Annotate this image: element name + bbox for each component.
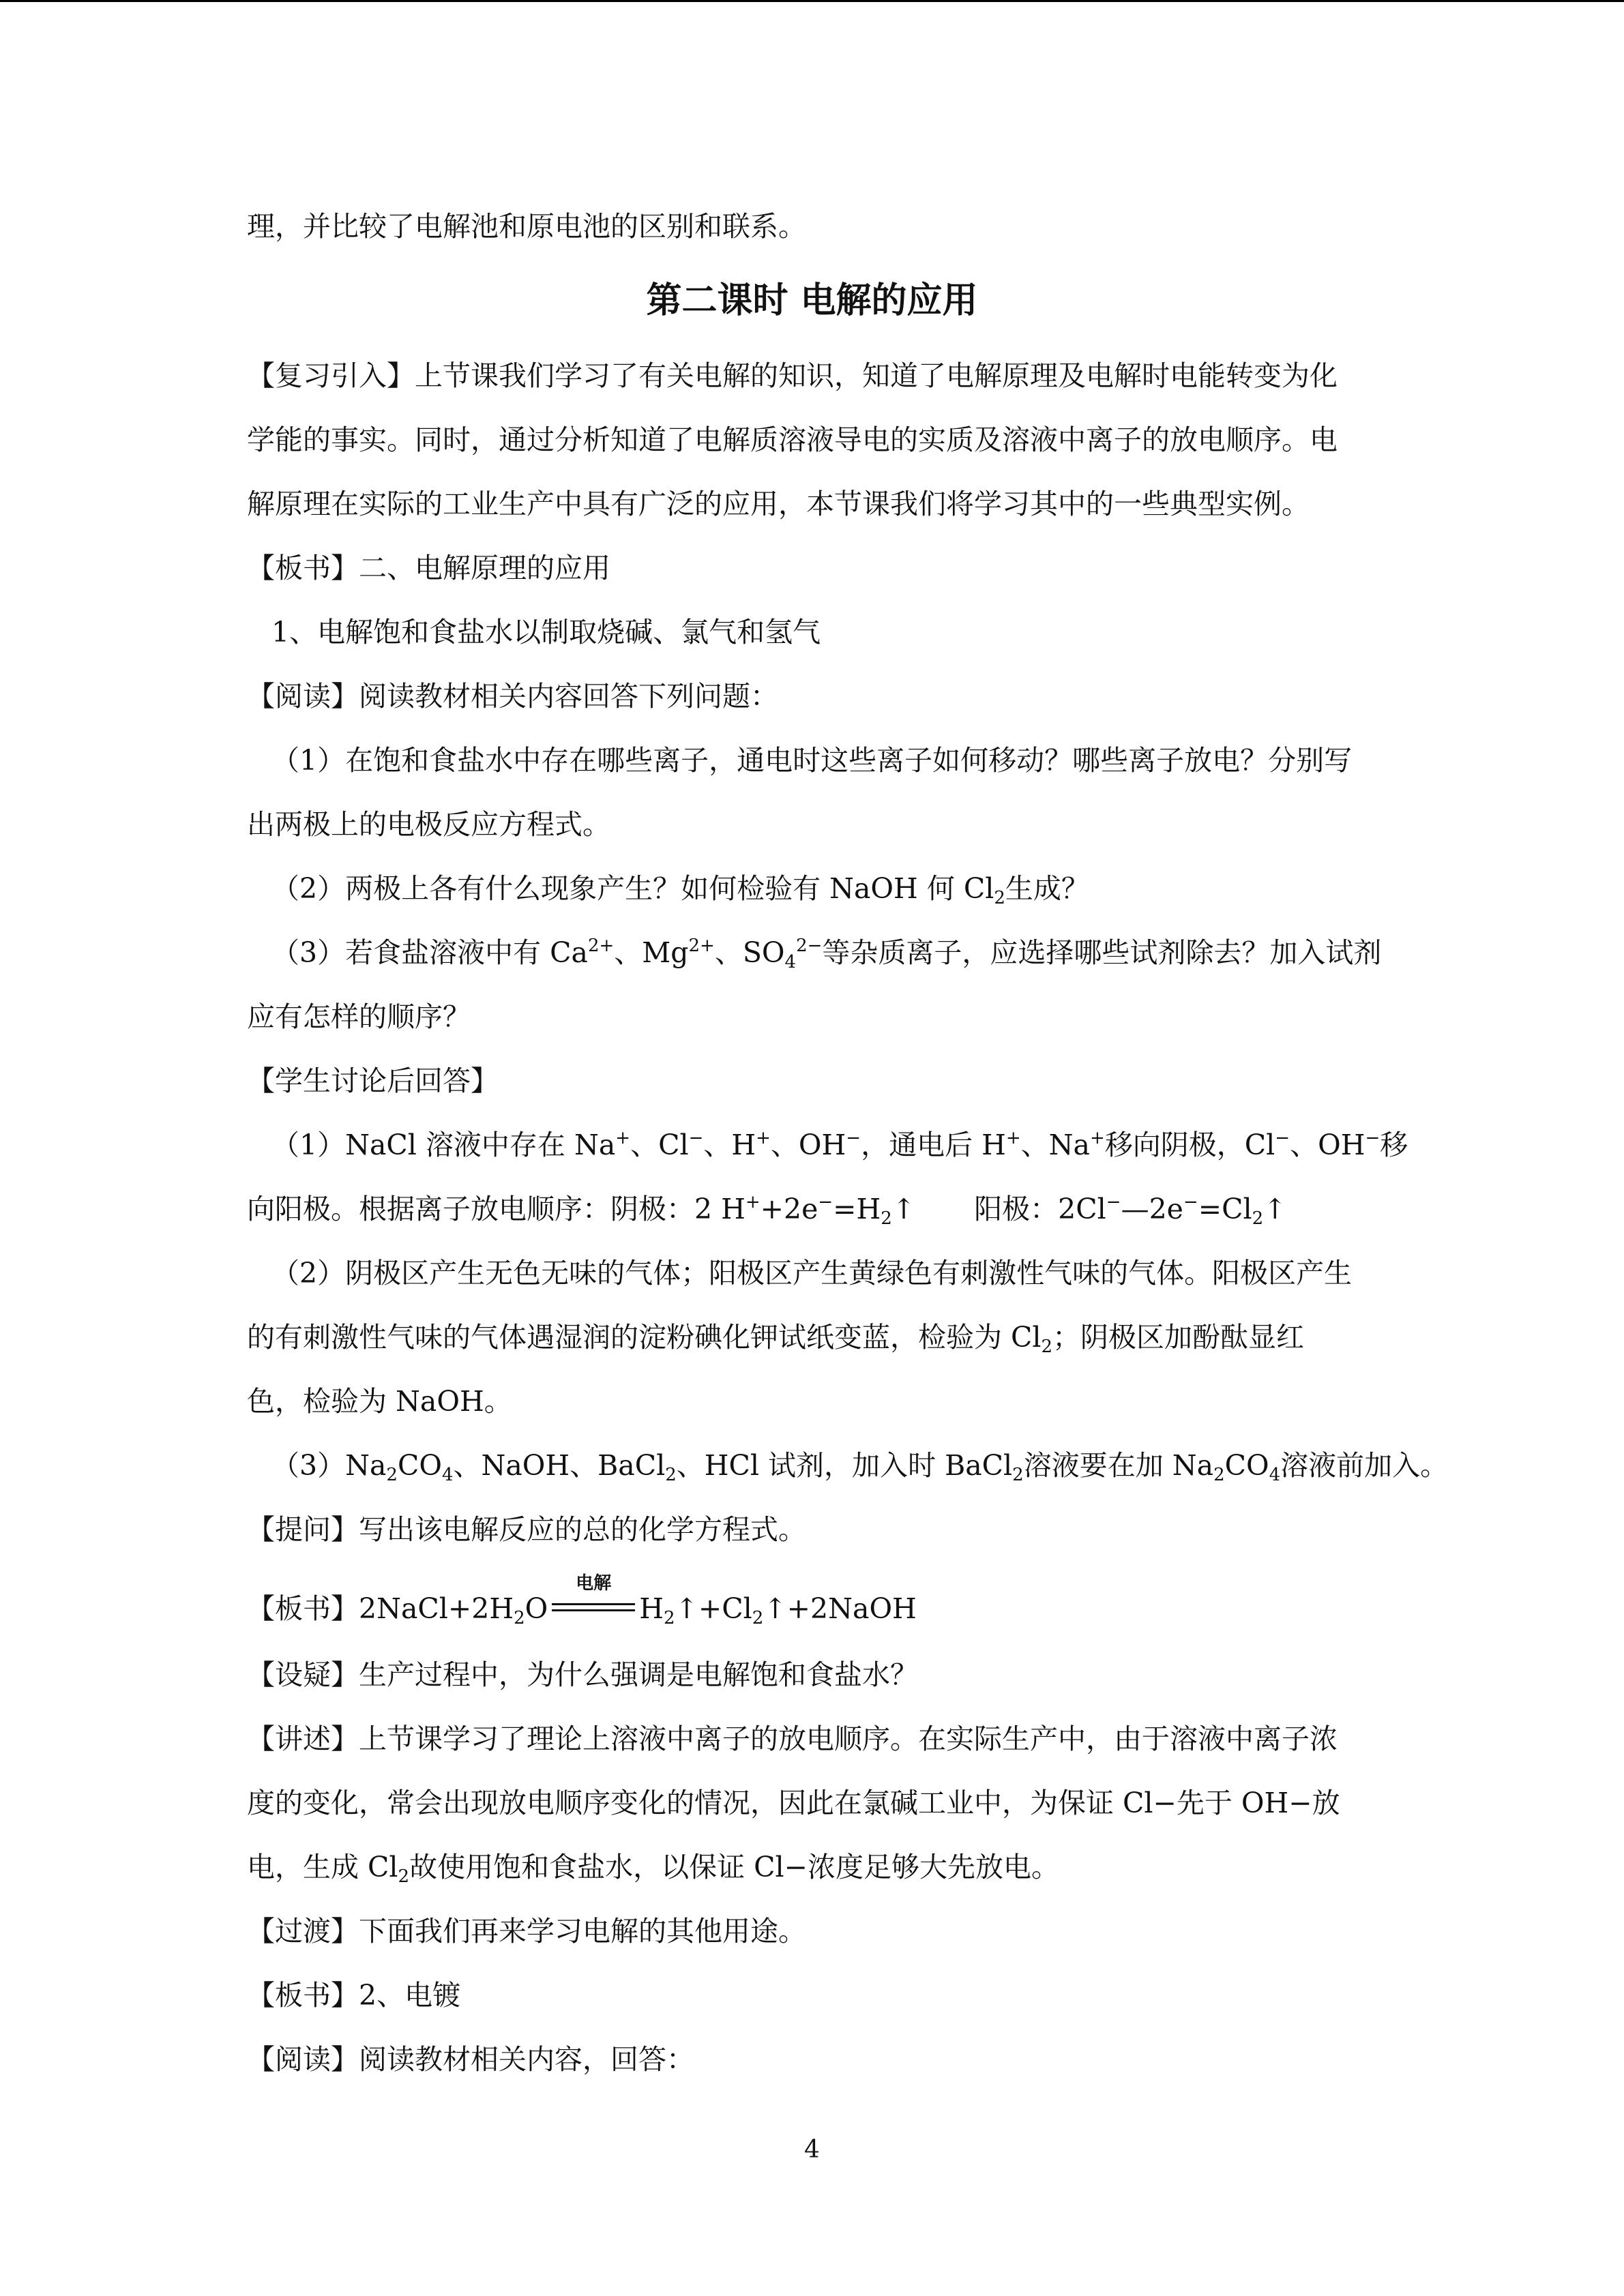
board-equation: 【板书】$2NaCl+2H_2O$ 电解 $H_2↑+Cl_2↑+2NaOH$: [247, 1572, 917, 1628]
lecture-line-2: 度的变化，常会出现放电顺序变化的情况，因此在氯碱工业中，为保证 Cl−先于 OH−放: [247, 1787, 1340, 1819]
question-2: （2）两极上各有什么现象产生？如何检验有 NaOH 何 $Cl_2$生成？: [271, 872, 1089, 908]
review-line-3: 解原理在实际的工业生产中具有广泛的应用，本节课我们将学习其中的一些典型实例。: [247, 488, 1310, 520]
transition-line: 【过渡】下面我们再来学习电解的其他用途。: [247, 1915, 806, 1948]
subsection-heading-1: 1、电解饱和食盐水以制取烧碱、氯气和氢气: [271, 616, 821, 648]
question-3-line-1: （3）若食盐溶液中有 $Ca^{2+}$、$Mg^{2+}$、$SO_4^{2-}$等杂质离子，应选择哪些试剂除去？加入试剂: [271, 936, 1382, 972]
reading-prompt-2: 【阅读】阅读教材相关内容，回答：: [247, 2043, 694, 2076]
electrolysis-condition: 电解: [576, 1572, 612, 1594]
page-number: 4: [804, 2136, 820, 2164]
answer-2-line-3: 色，检验为 NaOH。: [247, 1385, 512, 1418]
lecture-line-1: 【讲述】上节课学习了理论上溶液中离子的放电顺序。在实际生产中，由于溶液中离子浓: [247, 1723, 1338, 1755]
section-title: 第二课时 电解的应用: [646, 280, 978, 321]
review-line-2: 学能的事实。同时，通过分析知道了电解质溶液导电的实质及溶液中离子的放电顺序。电: [247, 423, 1338, 456]
lecture-line-3: 电，生成 $Cl_2$故使用饱和食盐水，以保证 Cl−浓度足够大先放电。: [247, 1851, 1059, 1887]
doubt-prompt: 【设疑】生产过程中，为什么强调是电解饱和食盐水？: [247, 1658, 918, 1691]
board-heading-1: 【板书】二、电解原理的应用: [247, 552, 610, 584]
question-1-line-2: 出两极上的电极反应方程式。: [247, 808, 610, 841]
paragraph-continuation: 理，并比较了电解池和原电池的区别和联系。: [247, 210, 806, 243]
answer-1-line-2: 向阳极。根据离子放电顺序：阴极：2 $H^++2e^-=H_2↑$ 阳极：$2Cl^-—2e^-=Cl_2↑$: [247, 1192, 1287, 1229]
review-line-1: 【复习引入】上节课我们学习了有关电解的知识，知道了电解原理及电解时电能转变为化: [247, 359, 1338, 392]
question-1-line-1: （1）在饱和食盐水中存在哪些离子，通电时这些离子如何移动？哪些离子放电？分别写: [271, 744, 1353, 777]
answer-2-line-1: （2）阴极区产生无色无味的气体；阳极区产生黄绿色有刺激性气味的气体。阳极区产生: [271, 1257, 1353, 1289]
board-heading-2: 【板书】2、电镀: [247, 1979, 461, 2012]
discussion-heading: 【学生讨论后回答】: [247, 1064, 499, 1097]
answer-3: $(3)Na_2CO_4$、NaOH、BaCl$_2$、HCl 试剂，加入时 BaCl$_2$溶液要在加 $Na_2CO_4$溶液前加入。: [271, 1449, 1449, 1485]
question-prompt: 【提问】写出该电解反应的总的化学方程式。: [247, 1513, 806, 1546]
reading-prompt-1: 【阅读】阅读教材相关内容回答下列问题：: [247, 680, 778, 713]
question-3-line-2: 应有怎样的顺序？: [247, 1000, 471, 1033]
answer-1-line-1: （1）NaCl 溶液中存在 Na+、Cl−、H+、OH−，通电后 H+、Na+移向阴极，Cl−、OH−移: [271, 1128, 1408, 1161]
electrolysis-equals-sign: [552, 1572, 635, 1625]
answer-2-line-2: 的有刺激性气味的气体遇湿润的淀粉碘化钾试纸变蓝，检验为 $Cl_2$；阴极区加酚酞显红: [247, 1321, 1305, 1357]
